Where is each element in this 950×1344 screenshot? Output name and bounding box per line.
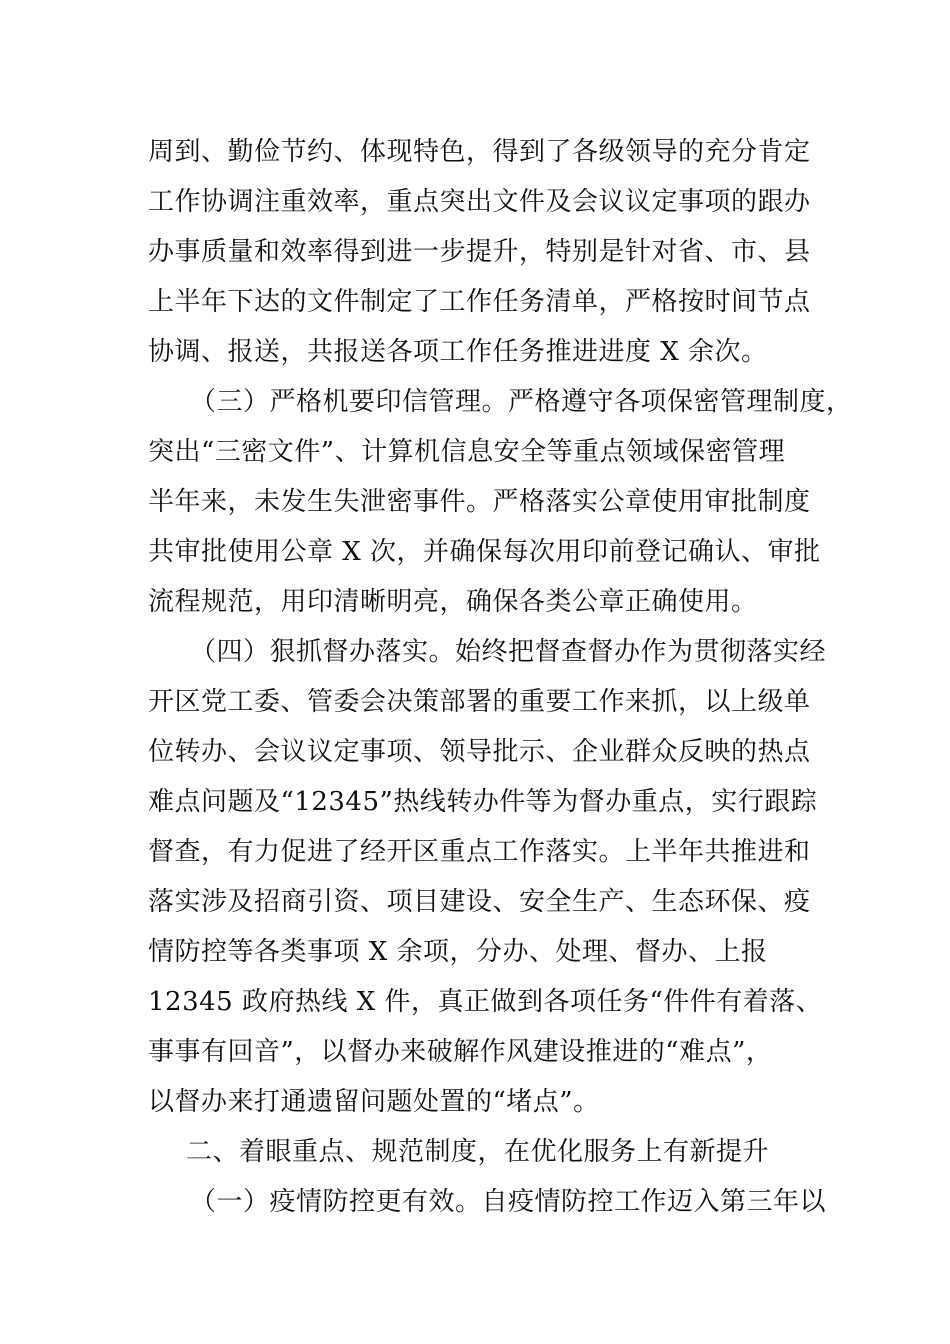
text-line: 以督办来打通遗留问题处置的“堵点”。 bbox=[148, 1087, 600, 1117]
text-line: 办事质量和效率得到进一步提升，特别是针对省、市、县 bbox=[148, 237, 811, 267]
text-line: 工作协调注重效率，重点突出文件及会议议定事项的跟办 bbox=[148, 187, 811, 217]
text-line: 共审批使用公章 X 次，并确保每次用印前登记确认、审批 bbox=[148, 537, 821, 567]
text-line: 落实涉及招商引资、项目建设、安全生产、生态环保、疫 bbox=[148, 887, 811, 917]
text-line: 情防控等各类事项 X 余项，分办、处理、督办、上报 bbox=[148, 937, 768, 967]
text-line: 12345 政府热线 X 件，真正做到各项任务“件件有着落、 bbox=[148, 987, 823, 1017]
text-line: 突出“三密文件”、计算机信息安全等重点领域保密管理 bbox=[148, 437, 786, 467]
text-line: 开区党工委、管委会决策部署的重要工作来抓，以上级单 bbox=[148, 687, 811, 717]
text-line: 周到、勤俭节约、体现特色，得到了各级领导的充分肯定 bbox=[148, 137, 811, 167]
text-line: 难点问题及“12345”热线转办件等为督办重点，实行跟踪 bbox=[148, 787, 818, 817]
text-line: 督查，有力促进了经开区重点工作落实。上半年共推进和 bbox=[148, 837, 811, 867]
text-line: 半年来，未发生失泄密事件。严格落实公章使用审批制度 bbox=[148, 487, 811, 517]
section-heading-line: （四）狠抓督办落实。始终把督查督办作为贯彻落实经 bbox=[190, 637, 827, 667]
section-heading-line: （三）严格机要印信管理。严格遵守各项保密管理制度， bbox=[190, 387, 853, 417]
section-heading-line: （一）疫情防控更有效。自疫情防控工作迈入第三年以 bbox=[190, 1187, 827, 1217]
text-line: 流程规范，用印清晰明亮，确保各类公章正确使用。 bbox=[148, 587, 758, 617]
text-line: 上半年下达的文件制定了工作任务清单，严格按时间节点 bbox=[148, 287, 811, 317]
text-line: 事事有回音”，以督办来破解作风建设推进的“难点”， bbox=[148, 1037, 773, 1067]
text-line: 协调、报送，共报送各项工作任务推进进度 X 余次。 bbox=[148, 337, 768, 367]
chapter-heading-line: 二、着眼重点、规范制度，在优化服务上有新提升 bbox=[186, 1137, 770, 1167]
text-line: 位转办、会议议定事项、领导批示、企业群众反映的热点 bbox=[148, 737, 811, 767]
